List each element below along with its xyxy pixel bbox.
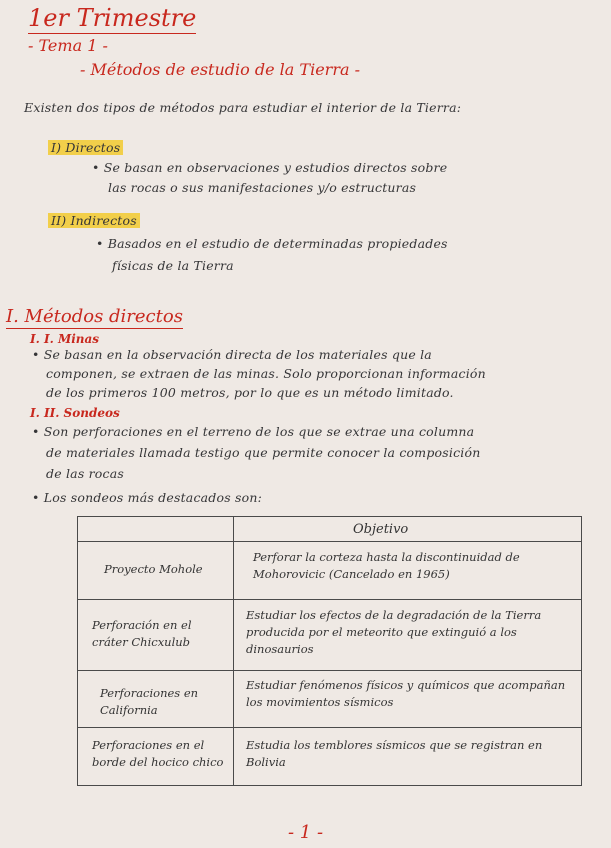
topic-label: - Tema 1 -: [28, 36, 108, 55]
minas-line-2: componen, se extraen de las minas. Solo proporcionan información: [46, 366, 486, 381]
page-number: - 1 -: [287, 822, 324, 843]
type-indirectos-label: [48, 213, 140, 228]
sondeos-line-3: de las rocas: [46, 466, 124, 481]
table-row-name: Proyecto Mohole: [104, 562, 203, 576]
minas-label: I. I. Minas: [30, 332, 100, 346]
minas-line-1: • Se basan en la observación directa de los materiales que la: [32, 347, 432, 362]
table-row-objective: Estudiar los efectos de la degradación de la Tierra producida por el meteorito que extinguió a los dinosaurios: [246, 608, 542, 656]
sondeos-table: [77, 516, 582, 786]
table-row-name: Perforación en el cráter Chicxulub: [92, 618, 192, 649]
table-row-name: Perforaciones en California: [100, 686, 199, 717]
table-row-divider: [78, 727, 581, 728]
highlight-directos: I) Directos: [48, 140, 123, 155]
table-row-objective: Perforar la corteza hasta la discontinuidad de Mohorovicic (Cancelado en 1965): [253, 550, 520, 581]
table-row-divider: [78, 541, 581, 542]
indirectos-line-1: • Basados en el estudio de determinadas propiedades: [96, 236, 448, 251]
table-column-divider: [233, 517, 234, 785]
type-directos-label: [48, 140, 123, 155]
page-title: 1er Trimestre: [28, 4, 197, 32]
topic-subtitle: - Métodos de estudio de la Tierra -: [80, 60, 360, 79]
indirectos-line-2: físicas de la Tierra: [112, 258, 234, 273]
directos-line-1: • Se basan en observaciones y estudios directos sobre: [92, 160, 448, 175]
table-row-objective: Estudia los temblores sísmicos que se registran en Bolivia: [246, 738, 543, 769]
table-row-name: Perforaciones en el borde del hocico chico: [92, 738, 224, 769]
table-row-objective: Estudiar fenómenos físicos y químicos que acompañan los movimientos sísmicos: [246, 678, 566, 709]
sondeos-label: I. II. Sondeos: [30, 406, 120, 420]
minas-line-3: de los primeros 100 metros, por lo que es un método limitado.: [46, 385, 454, 400]
directos-line-2: las rocas o sus manifestaciones y/o estructuras: [108, 180, 417, 195]
highlight-indirectos: II) Indirectos: [48, 213, 140, 228]
table-header-objetivo: Objetivo: [353, 522, 409, 537]
table-row-divider: [78, 599, 581, 600]
sondeos-line-1: • Son perforaciones en el terreno de los que se extrae una columna: [32, 424, 475, 439]
sondeos-line-4: • Los sondeos más destacados son:: [32, 490, 263, 505]
sondeos-line-2: de materiales llamada testigo que permite conocer la composición: [46, 445, 481, 460]
table-row-divider: [78, 670, 581, 671]
intro-text: Existen dos tipos de métodos para estudiar el interior de la Tierra:: [24, 100, 462, 115]
section-title: I. Métodos directos: [6, 306, 183, 327]
